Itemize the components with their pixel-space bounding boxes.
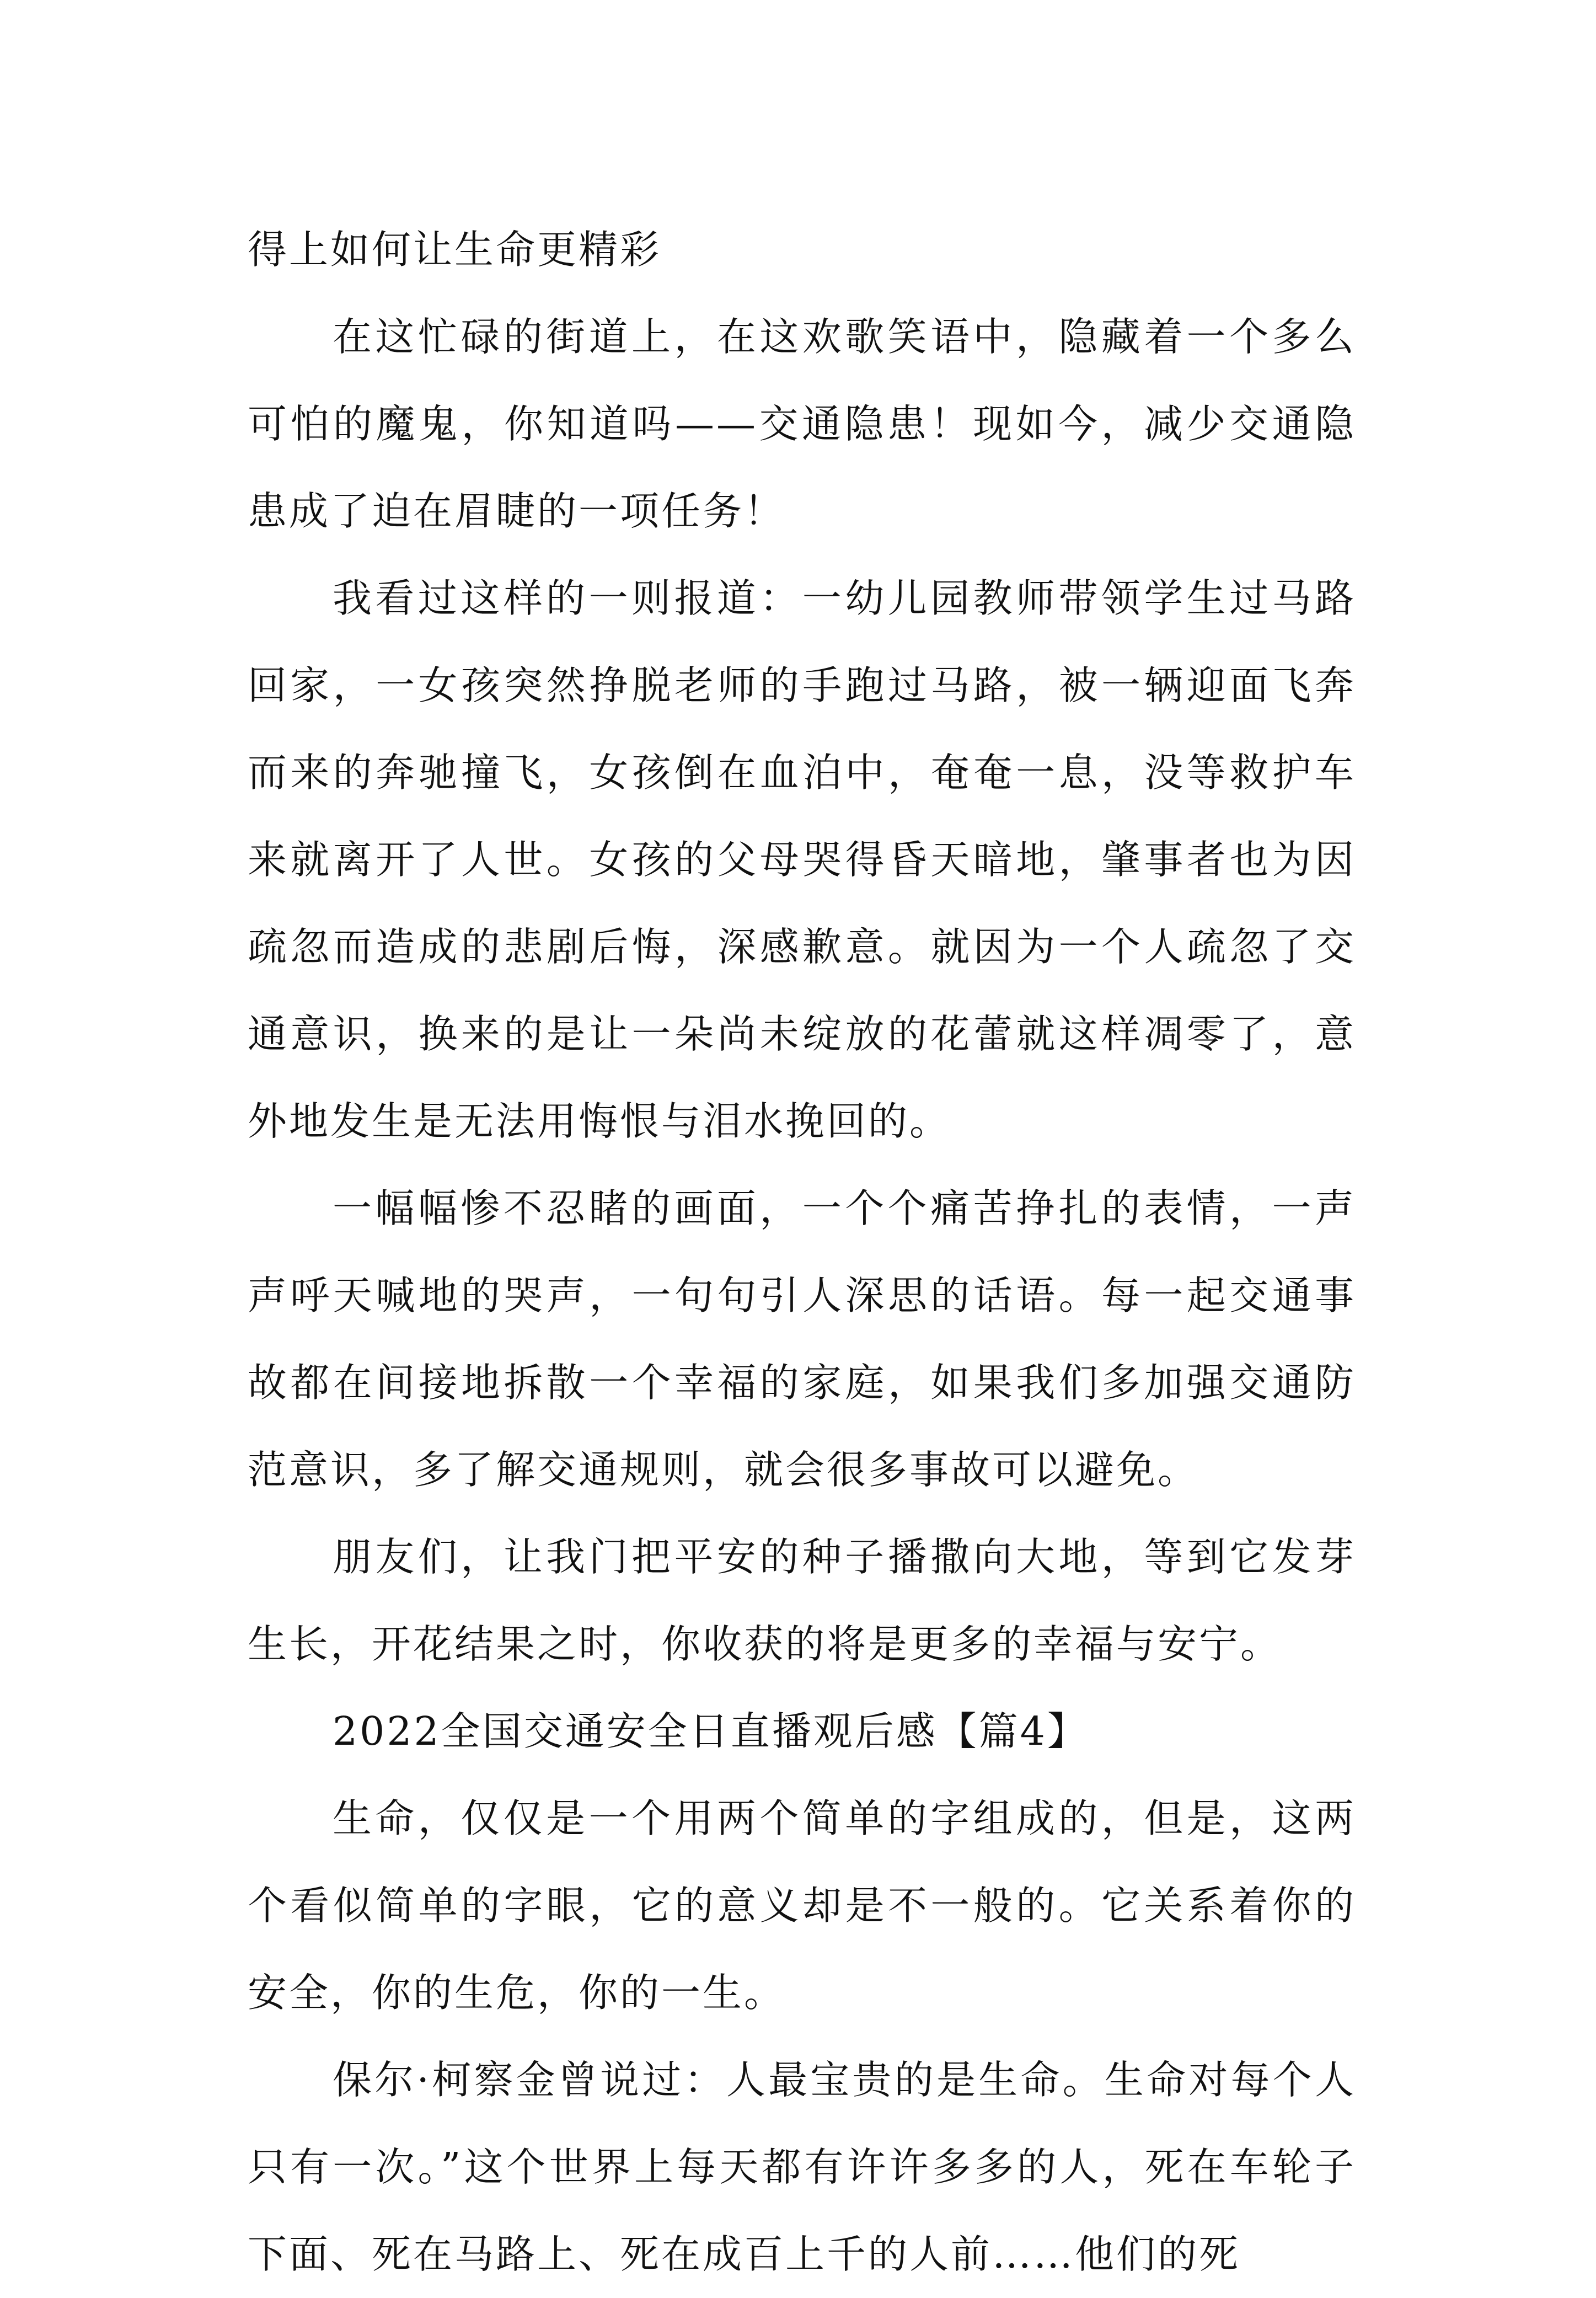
document-body: [248, 206, 1356, 2298]
paragraph-hidden-danger: 在这忙碌的街道上，在这欢歌笑语中，隐藏着一个多么可怕的魔鬼，你知道吗——交通隐患！现如今，减少交通隐患成了迫在眉睫的一项任务！: [248, 314, 1356, 534]
paragraph-call-to-friends: 朋友们，让我门把平安的种子播撒向大地，等到它发芽生长，开花结果之时，你收获的将是更多的幸福与安宁。: [248, 1534, 1356, 1667]
paragraph-quote: 保尔·柯察金曾说过：人最宝贵的是生命。生命对每个人只有一次。”这个世界上每天都有许许多多的人，死在车轮子下面、死在马路上、死在成百上千的人前……他们的死: [248, 2057, 1356, 2277]
paragraph-meaning-of-life: 生命，仅仅是一个用两个简单的字组成的，但是，这两个看似简单的字眼，它的意义却是不一般的。它关系着你的安全，你的生危，你的一生。: [248, 1795, 1356, 2016]
paragraph-news-report: 我看过这样的一则报道：一幼儿园教师带领学生过马路回家，一女孩突然挣脱老师的手跑过马路，被一辆迎面飞奔而来的奔驰撞飞，女孩倒在血泊中，奄奄一息，没等救护车来就离开了人世。女孩的父母哭得昏天暗地，肇事者也为因疏忽而造成的悲剧后悔，深感歉意。就因为一个人疏忽了交通意识，换来的是让一朵尚未绽放的花蕾就这样凋零了，意外地发生是无法用悔恨与泪水挽回的。: [248, 575, 1356, 1144]
paragraph-continuation: 得上如何让生命更精彩: [248, 227, 662, 272]
paragraph-tragic-scenes: 一幅幅惨不忍睹的画面，一个个痛苦挣扎的表情，一声声呼天喊地的哭声，一句句引人深思的话语。每一起交通事故都在间接地拆散一个幸福的家庭，如果我们多加强交通防范意识，多了解交通规则，就会很多事故可以避免。: [248, 1185, 1356, 1493]
section-heading: 2022全国交通安全日直播观后感【篇4】: [333, 1708, 1089, 1754]
